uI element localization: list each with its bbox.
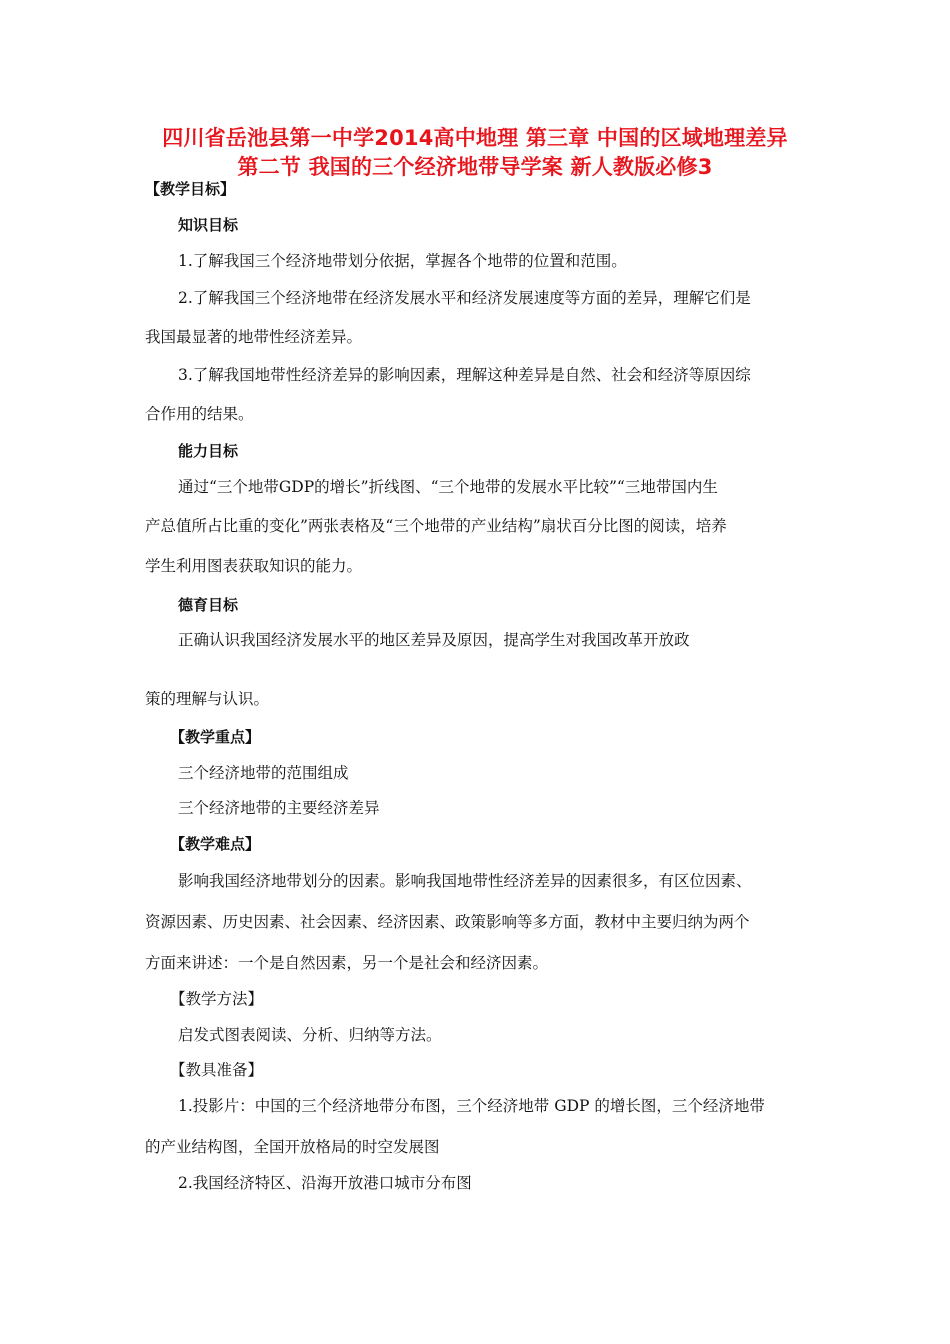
knowledge-item-3-line-2: 合作用的结果。 xyxy=(145,405,254,423)
ability-line-2: 产总值所占比重的变化”两张表格及“三个地带的产业结构”扇状百分比图的阅读，培养 xyxy=(145,517,727,535)
difficult-line-2: 资源因素、历史因素、社会因素、经济因素、政策影响等多方面，教材中主要归纳为两个 xyxy=(145,913,750,931)
knowledge-item-3-line-1: 3.了解我国地带性经济差异的影响因素，理解这种差异是自然、社会和经济等原因综 xyxy=(178,366,751,384)
key-point-2: 三个经济地带的主要经济差异 xyxy=(178,799,380,817)
difficult-line-1: 影响我国经济地带划分的因素。影响我国地带性经济差异的因素很多，有区位因素、 xyxy=(178,872,752,890)
ability-line-3: 学生利用图表获取知识的能力。 xyxy=(145,557,363,575)
tools-item-1-line-2: 的产业结构图，全国开放格局的时空发展图 xyxy=(145,1138,440,1156)
knowledge-item-2-line-1: 2.了解我国三个经济地带在经济发展水平和经济发展速度等方面的差异，理解它们是 xyxy=(178,289,751,307)
methods-heading: 【教学方法】 xyxy=(170,990,264,1008)
knowledge-item-1: 1.了解我国三个经济地带划分依据，掌握各个地带的位置和范围。 xyxy=(178,252,627,270)
key-points-heading: 【教学重点】 xyxy=(170,728,261,746)
tools-item-1-line-1: 1.投影片：中国的三个经济地带分布图，三个经济地带 GDP 的增长图，三个经济地带 xyxy=(178,1097,765,1115)
key-point-1: 三个经济地带的范围组成 xyxy=(178,764,349,782)
ability-line-1: 通过“三个地带GDP的增长”折线图、“三个地带的发展水平比较”“三地带国内生 xyxy=(178,478,718,496)
document-title-line2: 第二节 我国的三个经济地带导学案 新人教版必修3 xyxy=(237,155,713,179)
ability-goals-heading: 能力目标 xyxy=(178,442,239,460)
methods-text: 启发式图表阅读、分析、归纳等方法。 xyxy=(178,1026,442,1044)
moral-line-2: 策的理解与认识。 xyxy=(145,690,270,708)
difficult-points-heading: 【教学难点】 xyxy=(170,835,261,853)
difficult-line-3: 方面来讲述：一个是自然因素，另一个是社会和经济因素。 xyxy=(145,954,549,972)
tools-item-2: 2.我国经济特区、沿海开放港口城市分布图 xyxy=(178,1174,472,1192)
knowledge-goals-heading: 知识目标 xyxy=(178,216,239,234)
teaching-goals-heading: 【教学目标】 xyxy=(145,180,236,198)
document-title-line1: 四川省岳池县第一中学2014高中地理 第三章 中国的区域地理差异 xyxy=(162,126,788,150)
moral-line-1: 正确认识我国经济发展水平的地区差异及原因，提高学生对我国改革开放政 xyxy=(178,631,690,649)
moral-goals-heading: 德育目标 xyxy=(178,596,239,614)
tools-heading: 【教具准备】 xyxy=(170,1061,264,1079)
knowledge-item-2-line-2: 我国最显著的地带性经济差异。 xyxy=(145,328,363,346)
